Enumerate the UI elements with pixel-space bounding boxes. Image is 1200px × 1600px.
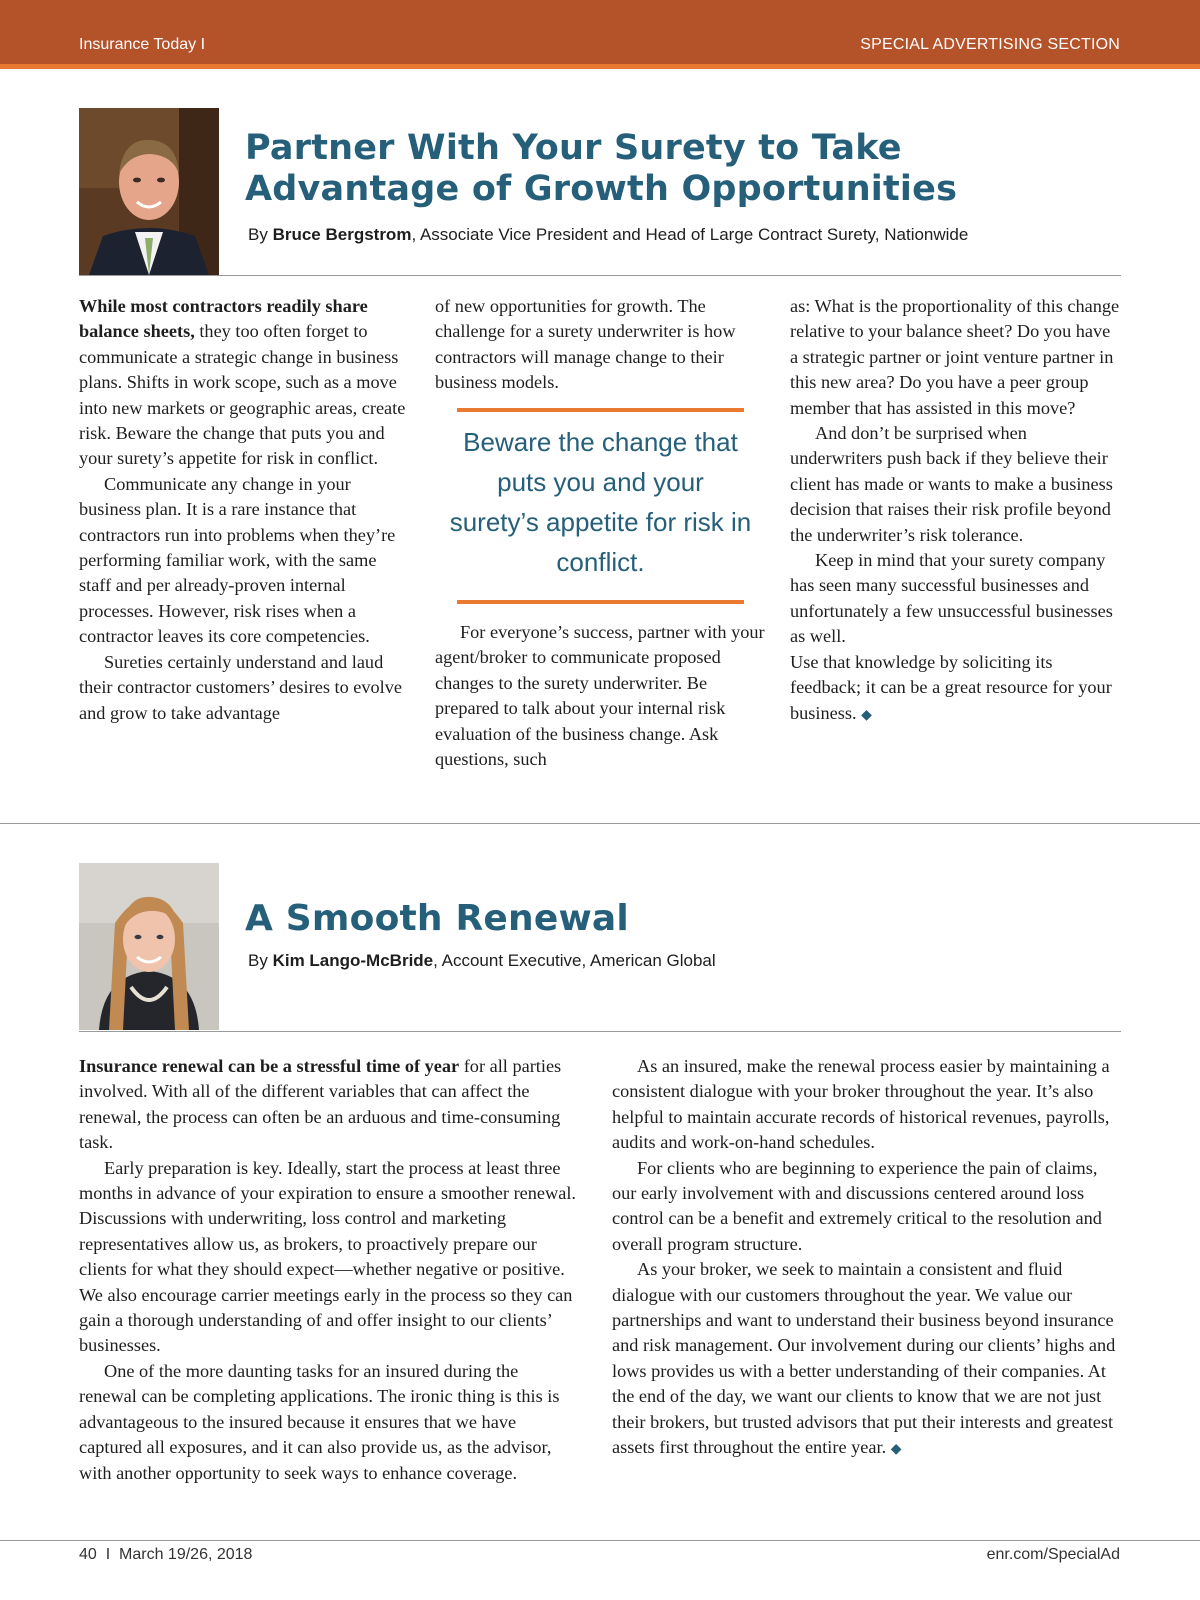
article1-author-role: , Associate Vice President and Head of Large Contract Surety, Nationwide [411,225,969,244]
article1-title-line1: Partner With Your Surety to Take [245,128,902,168]
pull-quote-bottom-rule [457,600,744,604]
article1-column-1 [79,294,409,726]
article1-column-2-continued [435,620,765,772]
lead-in: While most contractors readily share balance sheets, [79,296,368,342]
paragraph: Sureties certainly understand and laud their contractor customers’ desires to evolve and grow to take advantage [79,651,403,723]
article2-column-1 [79,1054,579,1486]
article2-column-2 [612,1054,1122,1463]
header-accent-line [0,64,1200,69]
paragraph: Communicate any change in your business plan. It is a rare instance that contractors run into problems when they’re performing familiar work, with the same staff and per already-proven internal processes. However, risk rises when a contractor leaves its core competencies. [79,473,396,647]
byline-prefix: By [248,225,273,244]
article1-author: Bruce Bergstrom [272,225,412,244]
end-diamond-icon: ◆ [861,707,872,723]
article1-title [245,128,957,210]
section-divider [0,823,1200,824]
author-photo-kim-lango-mcbride [79,863,219,1030]
end-diamond-icon: ◆ [890,1442,902,1458]
lead-in: Insurance renewal can be a stressful time of year [79,1056,460,1076]
footer-page-date: 40 I March 19/26, 2018 [79,1546,253,1563]
paragraph: Keep in mind that your surety company has seen many successful businesses and unfortunately a few unsuccessful businesses as well. [790,550,1113,647]
article2-author: Kim Lango-McBride [272,951,434,970]
article2-author-role: , Account Executive, American Global [433,951,716,970]
article2-rule [79,1031,1121,1032]
author-photo-bruce-bergstrom [79,108,219,275]
article1-byline [248,225,968,245]
paragraph-text: for all parties involved. With all of the different variables that can affect the renewal, the process can often be an arduous and time-consuming task. [79,1056,562,1153]
article2-byline [248,951,716,971]
paragraph [790,650,1120,728]
article1-title-line2: Advantage of Growth Opportunities [245,169,958,209]
paragraph-text: Use that knowledge by soliciting its feedback; it can be a great resource for your business. [790,651,1112,723]
article1-column-2 [435,294,765,396]
article1-column-3 [790,294,1120,728]
article2-title: A Smooth Renewal [245,898,629,939]
paragraph: As an insured, make the renewal process easier by maintaining a consistent dialogue with your broker throughout the year. It’s also helpful to maintain accurate records of historical revenues, payrolls, audits and work-on-hand schedules. [612,1056,1110,1153]
byline-prefix: By [248,951,273,970]
paragraph: of new opportunities for growth. The challenge for a surety underwriter is how contractors will manage change to their business models. [435,296,736,393]
paragraph: Early preparation is key. Ideally, start the process at least three months in advance of your expiration to ensure a smoother renewal. Discussions with underwriting, loss control and marketing representatives allow us, as brokers, to proactively prepare our clients for what they should expect—whether negative or positive. We also encourage carrier meetings early in the process so they can gain a thorough understanding of and offer insight to our clients’ businesses. [79,1157,576,1356]
section-label: SPECIAL ADVERTISING SECTION [860,36,1120,53]
header-band [0,0,1200,64]
paragraph-text: As your broker, we seek to maintain a consistent and fluid dialogue with our customers throughout the year. We value our partnerships and want to understand their business beyond insurance and risk management. Our involvement during our clients’ highs and lows provides us with a better understanding of their companies. At the end of the day, we want our clients to know that we are not just their brokers, but trusted advisors that put their interests and greatest assets first throughout the entire year. [612,1259,1116,1458]
paragraph: And don’t be surprised when underwriters push back if they believe their client has made or wants to make a business decision that raises their risk profile beyond the underwriter’s risk tolerance. [790,423,1113,545]
footer-url: enr.com/SpecialAd [986,1546,1120,1563]
pull-quote-top-rule [457,408,744,412]
paragraph: For clients who are beginning to experience the pain of claims, our early involvement with and discussions centered around loss control can be a benefit and extremely critical to the resolution and overall program structure. [612,1157,1102,1254]
pull-quote: Beware the change that puts you and your surety’s appetite for risk in conflict. [449,427,752,577]
paragraph [79,1054,579,1156]
publication-name: Insurance Today I [79,36,206,53]
paragraph [79,294,409,472]
footer-rule [0,1540,1200,1541]
paragraph: as: What is the proportionality of this change relative to your balance sheet? Do you have a strategic partner or joint venture partner in this new area? Do you have a peer group member that has assisted in this move? [790,296,1120,418]
paragraph [612,1257,1122,1462]
article1-rule [79,275,1121,276]
paragraph: For everyone’s success, partner with your agent/broker to communicate proposed changes to the surety underwriter. Be prepared to talk about your internal risk evaluation of the business change. Ask questions, such [435,622,765,770]
paragraph: One of the more daunting tasks for an insured during the renewal can be completing applications. The ironic thing is this is advantageous to the insured because it ensures that we have captured all exposures, and it can also provide us, as the advisor, with another opportunity to seek ways to enhance coverage. [79,1360,560,1483]
paragraph-text: they too often forget to communicate a strategic change in business plans. Shifts in work scope, such as a move into new markets or geographic areas, create risk. Beware the change that puts you and your surety’s appetite for risk in conflict. [79,321,406,469]
